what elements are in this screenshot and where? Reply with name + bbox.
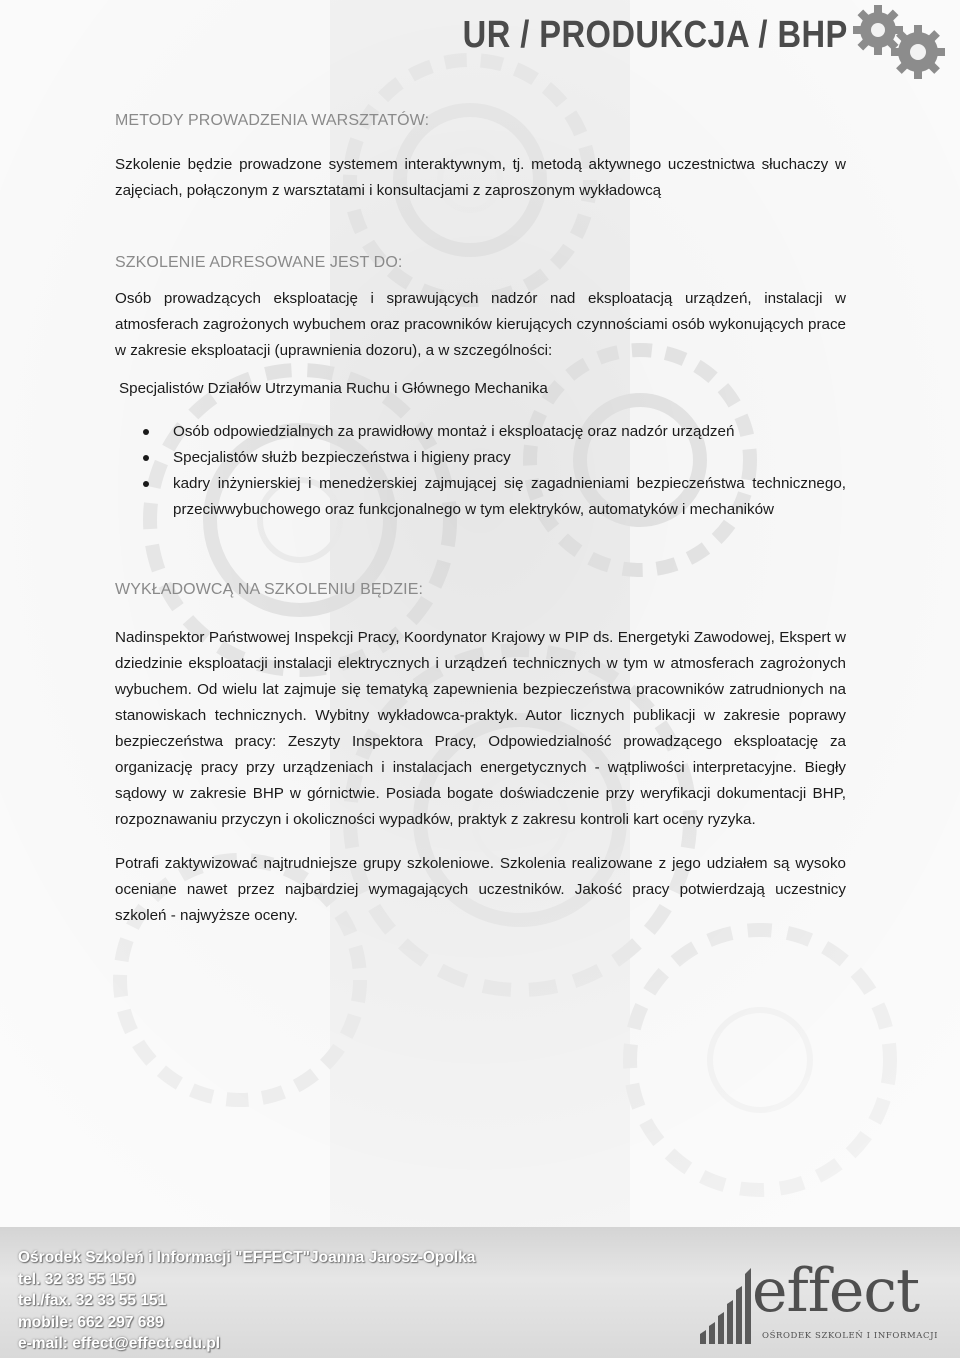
audience-heading: SZKOLENIE ADRESOWANE JEST DO: xyxy=(115,254,403,271)
header-title: UR / PRODUKCJA / BHP xyxy=(462,14,848,56)
list-item: Osób odpowiedzialnych za prawidłowy montaż i eksploatację oraz nadzór urządzeń xyxy=(173,419,846,445)
main-content xyxy=(115,112,846,929)
bullet-icon xyxy=(143,481,149,487)
lecturer-text: Nadinspektor Państwowej Inspekcji Pracy, Koordynator Krajowy w PIP ds. Energetyki Zawodowej, Ekspert w dziedzinie eksploatacji instalacji elektrycznych i urządzeń technicznych w tym w atmosferach zagrożonych wybuchem. Od wielu lat zajmuje się tematyką zapewnienia bezpieczeństwa pracowników zatrudnionych na stanowiskach technicznych. Wybitny wykładowca-praktyk. Autor licznych publikacji w zakresie poprawy bezpieczeństwa pracy: Zeszyty Inspektora Pracy, Odpowiedzialność prowadzącego eksploatację za organizację pracy przy urządzeniach i instalacjach energetycznych - wątpliwości interpretacyjne. Biegły sądowy w zakresie BHP w górnictwie. Posiada bogate doświadczenie przy weryfikacji dokumentacji BHP, rozpoznawaniu przyczyn i okoliczności wypadków, praktyk z zakresu kontroli kart oceny ryzyka. xyxy=(115,629,846,828)
list-item: kadry inżynierskiej i menedżerskiej zajmującej się zagadnieniami bezpieczeństwa technicznego, przeciwwybuchowego oraz funkcjonalnego w tym elektryków, automatyków i mechaników xyxy=(173,471,846,523)
footer-org: Ośrodek Szkoleń i Informacji "EFFECT"Joanna Jarosz-Opolka xyxy=(18,1249,476,1266)
bullet-icon xyxy=(143,455,149,461)
bullet-icon xyxy=(143,429,149,435)
methods-heading: METODY PROWADZENIA WARSZTATÓW: xyxy=(115,112,430,129)
audience-list xyxy=(115,419,846,523)
footer-fax: tel./fax. 32 33 55 151 xyxy=(18,1292,167,1309)
footer-email[interactable]: e-mail: effect@effect.edu.pl xyxy=(18,1335,221,1352)
footer-contact xyxy=(18,1247,475,1355)
footer-tel: tel. 32 33 55 150 xyxy=(18,1270,136,1288)
gears-icon xyxy=(840,0,952,84)
footer-mobile: mobile: 662 297 689 xyxy=(18,1313,164,1331)
methods-text: Szkolenie będzie prowadzone systemem interaktywnym, tj. metodą aktywnego uczestnictwa słuchaczy w zajęciach, połączonym z warsztatami i konsultacjami z zaproszonym wykładowcą xyxy=(115,156,846,199)
logo-word: effect xyxy=(752,1256,920,1326)
lecturer-text-2: Potrafi zaktywizować najtrudniejsze grupy szkoleniowe. Szkolenia realizowane z jego udziałem są wysoko oceniane nawet przez najbardziej wymagających uczestników. Jakość pracy potwierdzają uczestnicy szkoleń - najwyższe oceny. xyxy=(115,855,846,924)
effect-logo xyxy=(698,1256,939,1350)
logo-bars-icon xyxy=(698,1260,758,1344)
lecturer-heading: WYKŁADOWCĄ NA SZKOLENIU BĘDZIE: xyxy=(115,581,424,598)
list-item: Specjalistów służb bezpieczeństwa i higieny pracy xyxy=(173,445,846,471)
audience-text: Osób prowadzących eksploatację i sprawujących nadzór nad eksploatacją urządzeń, instalacji w atmosferach zagrożonych wybuchem oraz pracowników kierujących czynnościami osób wykonujących prace w zakresie eksploatacji (uprawnienia dozoru), a w szczególności: xyxy=(115,290,846,359)
logo-subtitle: OŚRODEK SZKOLEŃ I INFORMACJI xyxy=(762,1331,939,1341)
audience-subheading: Specjalistów Działów Utrzymania Ruchu i Głównego Mechanika xyxy=(119,380,548,397)
